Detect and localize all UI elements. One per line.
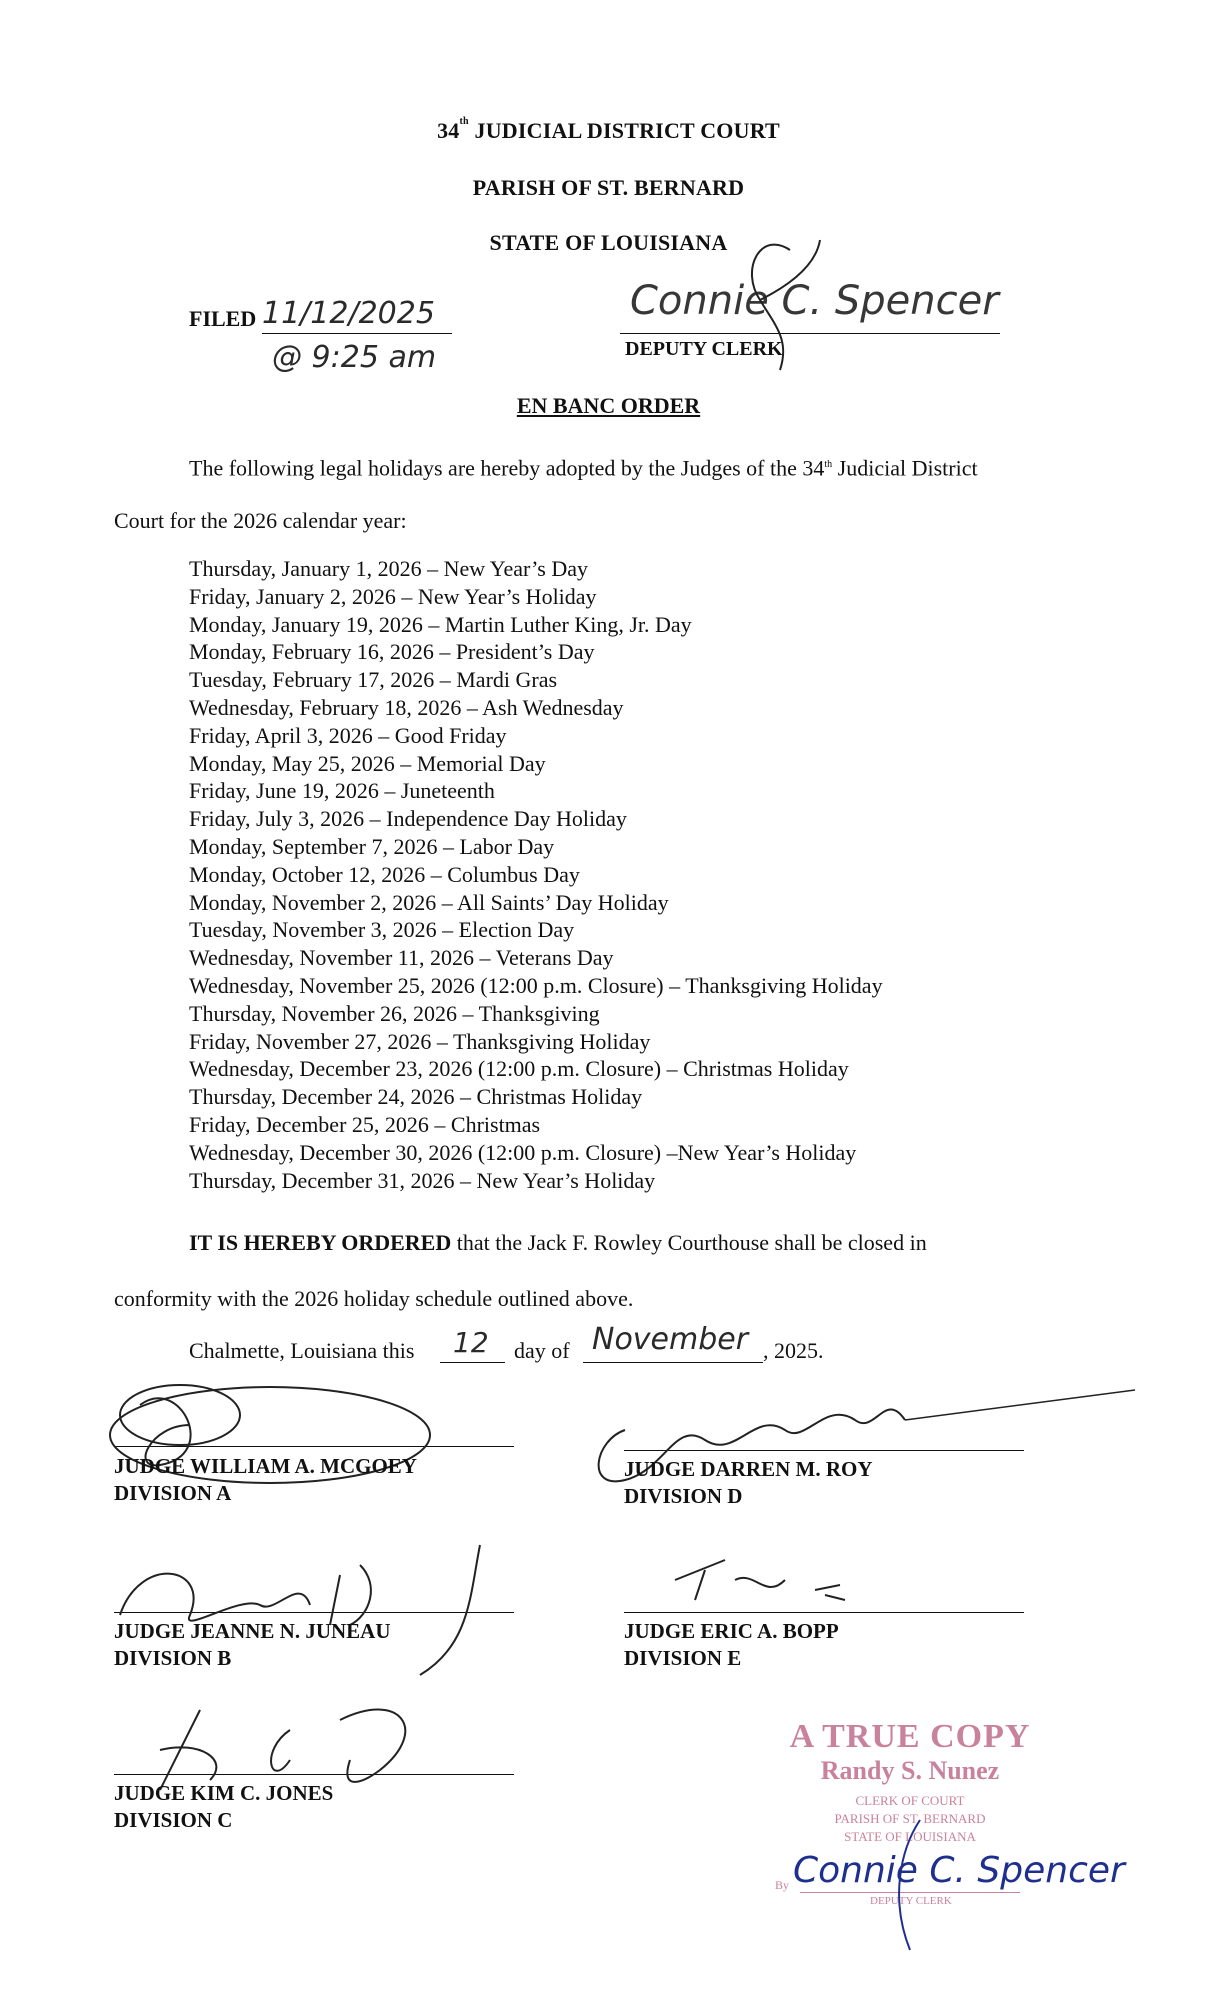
deputy-signature-flourish [720,230,840,390]
deputy-clerk-signature: Connie C. Spencer [630,278,999,324]
holiday-item: Friday, December 25, 2026 – Christmas [189,1111,541,1137]
holiday-item: Wednesday, November 11, 2026 – Veterans Day [189,945,614,971]
holiday-item: Wednesday, November 25, 2026 (12:00 p.m. Closure) – Thanksgiving Holiday [189,972,883,998]
holiday-item: Thursday, January 1, 2026 – New Year’s Day [189,556,588,581]
judge-name-c: JUDGE KIM C. JONES [114,1781,334,1805]
holiday-item: Monday, October 12, 2026 – Columbus Day [189,861,580,887]
judge-division-e: DIVISION E [624,1646,742,1670]
judge-division-c: DIVISION C [114,1808,233,1832]
dated-month-line [583,1362,763,1363]
holiday-item: Monday, May 25, 2026 – Memorial Day [189,750,546,776]
holiday-item: Monday, September 7, 2026 – Labor Day [189,833,555,859]
holiday-item: Tuesday, February 17, 2026 – Mardi Gras [189,667,558,693]
judge-division-b: DIVISION B [114,1646,232,1670]
intro-line-1: The following legal holidays are hereby adopted by the Judges of the 34th Judicial District [189,455,978,481]
dated-day: 12 [453,1326,489,1359]
holiday-item: Friday, January 2, 2026 – New Year’s Holiday [189,583,597,609]
holiday-item: Friday, November 27, 2026 – Thanksgiving Holiday [189,1028,651,1054]
deputy-clerk-label: DEPUTY CLERK [625,338,783,360]
holiday-item: Friday, April 3, 2026 – Good Friday [189,722,507,748]
parish-title: PARISH OF ST. BERNARD [472,175,745,200]
filed-line [262,333,452,334]
holiday-item: Tuesday, November 3, 2026 – Election Day [189,917,575,943]
dated-mid: day of [514,1338,570,1363]
ordered-line-1: IT IS HEREBY ORDERED that the Jack F. Rowley Courthouse shall be closed in [189,1230,927,1255]
holiday-item: Thursday, November 26, 2026 – Thanksgiving [189,1000,600,1026]
stamp-line-1: CLERK OF COURT [855,1793,965,1808]
filed-time: @ 9:25 am [272,340,437,375]
holiday-item: Friday, July 3, 2026 – Independence Day Holiday [189,806,627,832]
stamp-line-3: STATE OF LOUISIANA [844,1829,976,1844]
holiday-item: Monday, January 19, 2026 – Martin Luther King, Jr. Day [189,611,692,637]
holiday-item: Thursday, December 31, 2026 – New Year’s Holiday [189,1167,656,1193]
filed-date: 11/12/2025 [262,296,435,331]
dated-year: , 2025. [763,1338,824,1363]
stamp-signature: Connie C. Spencer [793,1850,1125,1891]
stamp-signature-flourish [880,1810,940,1960]
judge-name-b: JUDGE JEANNE N. JUNEAU [114,1619,391,1643]
dated-prefix: Chalmette, Louisiana this [189,1338,415,1363]
court-title: 34th JUDICIAL DISTRICT COURT [437,116,780,143]
holiday-item: Friday, June 19, 2026 – Juneteenth [189,778,495,804]
intro-line-2: Court for the 2026 calendar year: [114,508,407,533]
judge-division-d: DIVISION D [624,1484,743,1508]
judge-name-d: JUDGE DARREN M. ROY [624,1457,873,1481]
dated-month: November [592,1322,749,1357]
signature-bopp [665,1540,865,1620]
holiday-item: Wednesday, February 18, 2026 – Ash Wednesday [189,694,624,720]
judge-division-a: DIVISION A [114,1481,232,1505]
holiday-item: Monday, November 2, 2026 – All Saints’ Day Holiday [189,889,669,915]
judge-name-a: JUDGE WILLIAM A. MCGOEY [114,1454,417,1478]
state-title: STATE OF LOUISIANA [489,230,728,255]
stamp-by-label: By [775,1878,790,1892]
stamp-line-2: PARISH OF ST. BERNARD [834,1811,986,1826]
stamp-deputy-label: DEPUTY CLERK [870,1895,952,1907]
judge-name-e: JUDGE ERIC A. BOPP [624,1619,839,1643]
dated-day-line [440,1362,505,1363]
holiday-item: Monday, February 16, 2026 – President’s Day [189,639,595,665]
filed-label: FILED [189,306,257,331]
holiday-item: Wednesday, December 23, 2026 (12:00 p.m. Closure) – Christmas Holiday [189,1056,849,1082]
holiday-item: Wednesday, December 30, 2026 (12:00 p.m. Closure) –New Year’s Holiday [189,1139,857,1165]
stamp-clerk: Randy S. Nunez [820,1756,1000,1785]
stamp-title: A TRUE COPY [789,1718,1031,1755]
order-title: EN BANC ORDER [516,393,701,418]
holiday-list [189,555,883,1194]
ordered-line-2: conformity with the 2026 holiday schedule outlined above. [114,1286,634,1311]
holiday-item: Thursday, December 24, 2026 – Christmas Holiday [189,1084,643,1110]
